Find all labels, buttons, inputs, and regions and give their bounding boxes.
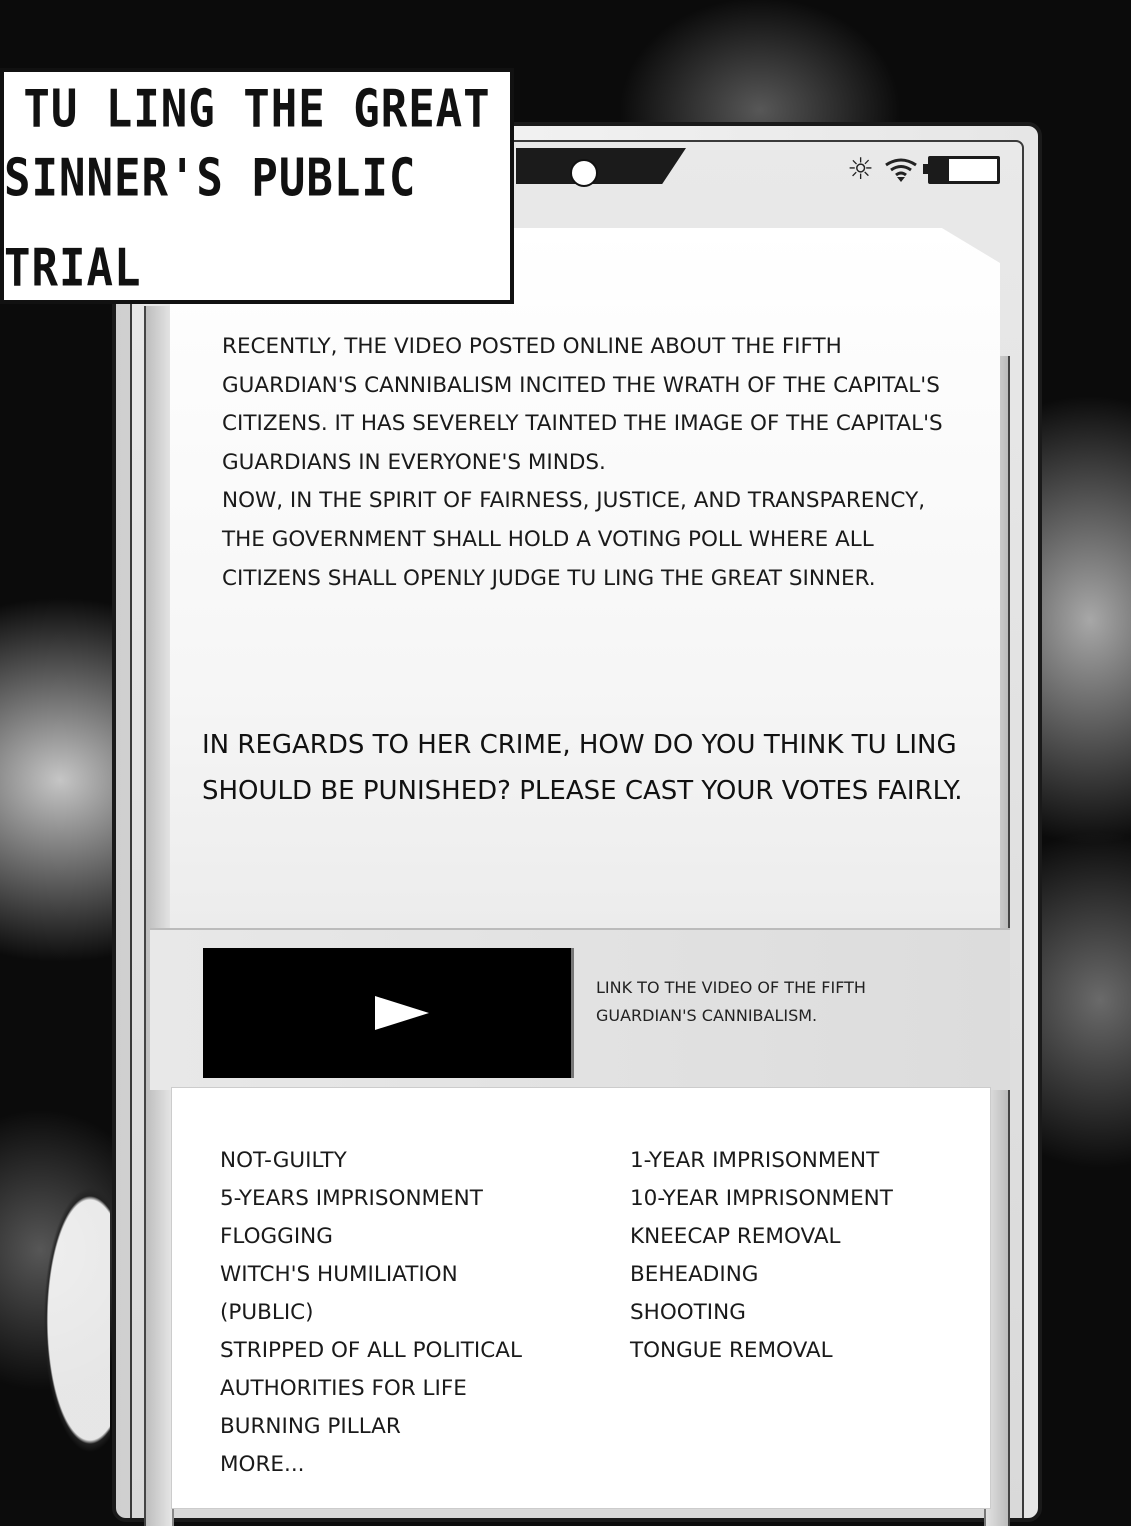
camera-icon [570, 159, 598, 187]
wifi-icon [884, 157, 918, 183]
vote-option[interactable]: 10-YEAR IMPRISONMENT [630, 1186, 893, 1211]
announcement-line: CITIZENS. IT HAS SEVERELY TAINTED THE IMAGE OF THE CAPITAL'S [222, 411, 943, 437]
vote-option[interactable]: BEHEADING [630, 1262, 759, 1287]
title-line-1: TU LING THE GREAT [23, 79, 491, 140]
vote-option[interactable]: 1-YEAR IMPRISONMENT [630, 1148, 880, 1173]
vote-option[interactable]: TONGUE REMOVAL [630, 1338, 833, 1363]
play-icon[interactable] [375, 996, 429, 1030]
title-line-2: SINNER'S PUBLIC TRIAL [4, 148, 417, 299]
hand-silhouette [0, 1120, 110, 1500]
announcement-line: GUARDIAN'S CANNIBALISM INCITED THE WRATH OF THE CAPITAL'S [222, 372, 940, 398]
vote-option[interactable]: STRIPPED OF ALL POLITICAL [220, 1338, 522, 1363]
battery-icon [928, 156, 1000, 184]
question-line-2: SHOULD BE PUNISHED? PLEASE CAST YOUR VOTES FAIRLY. [202, 776, 963, 806]
video-link-caption[interactable] [596, 974, 896, 1030]
phone-left-rail [144, 306, 174, 1526]
vote-options-left [220, 1142, 580, 1484]
phone-notch [516, 148, 686, 184]
vote-option[interactable]: BURNING PILLAR [220, 1414, 401, 1439]
status-icons [847, 152, 1000, 188]
sun-icon: ☼ [847, 152, 874, 187]
video-caption-line-1[interactable]: LINK TO THE VIDEO OF THE FIFTH [596, 978, 866, 997]
announcement-line: RECENTLY, THE VIDEO POSTED ONLINE ABOUT THE FIFTH [222, 334, 842, 359]
vote-option[interactable]: WITCH'S HUMILIATION [220, 1262, 458, 1287]
vote-option[interactable]: KNEECAP REMOVAL [630, 1224, 841, 1249]
announcement-line: THE GOVERNMENT SHALL HOLD A VOTING POLL WHERE ALL [222, 526, 874, 552]
video-player[interactable] [203, 948, 574, 1078]
vote-option[interactable]: AUTHORITIES FOR LIFE [220, 1376, 467, 1401]
title-caption-box [0, 68, 514, 304]
announcement-line: GUARDIANS IN EVERYONE'S MINDS. [222, 449, 606, 475]
vote-option[interactable]: FLOGGING [220, 1224, 333, 1249]
vote-options-right [630, 1142, 970, 1370]
vote-option[interactable]: NOT-GUILTY [220, 1148, 347, 1173]
question-line-1: IN REGARDS TO HER CRIME, HOW DO YOU THINK TU LING [202, 730, 957, 760]
announcement-line: NOW, IN THE SPIRIT OF FAIRNESS, JUSTICE, AND TRANSPARENCY, [222, 488, 926, 514]
video-caption-line-2[interactable]: GUARDIAN'S CANNIBALISM. [596, 1006, 818, 1025]
announcement-line: CITIZENS SHALL OPENLY JUDGE TU LING THE GREAT SINNER. [222, 565, 876, 591]
announcement-text [222, 328, 962, 598]
more-options-link[interactable]: MORE... [220, 1452, 305, 1477]
vote-option[interactable]: SHOOTING [630, 1300, 746, 1325]
vote-option[interactable]: 5-YEARS IMPRISONMENT [220, 1186, 483, 1211]
vote-question [202, 722, 982, 814]
vote-option[interactable]: (PUBLIC) [220, 1300, 314, 1325]
